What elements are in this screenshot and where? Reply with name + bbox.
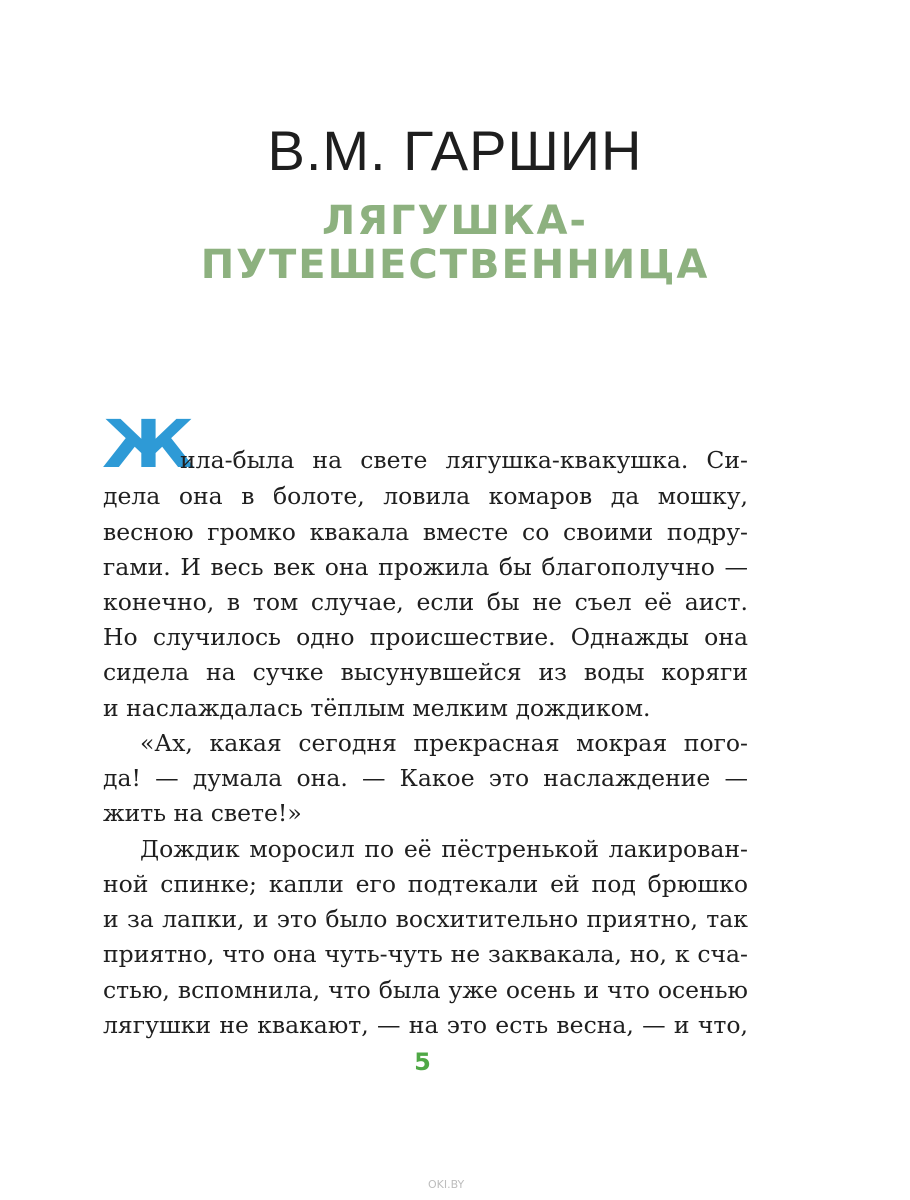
text-line: «Ах, какая сегодня прекрасная мокрая пого- [140,729,748,757]
text-line: дела она в болоте, ловила комаров да мошку, [103,482,748,510]
text-line: и за лапки, и это было восхитительно приятно, так [103,905,748,933]
page-number: 5 [414,1048,431,1076]
text-line: ной спинке; капли его подтекали ей под брюшко [103,870,748,898]
text-line: приятно, что она чуть-чуть не заквакала, но, к сча- [103,940,748,968]
drop-cap: Ж [102,406,195,483]
text-line: гами. И весь век она прожила бы благополучно — [103,553,748,581]
text-line: стью, вспомнила, что была уже осень и что осенью [103,976,748,1004]
text-line: лягушки не квакают, — на это есть весна, — и что, [103,1011,748,1039]
text-line: весною громко квакала вместе со своими подру- [103,518,748,546]
text-line: и наслаждалась тёплым мелким дождиком. [103,694,651,722]
author-name: В.М. ГАРШИН [267,119,643,182]
text-line: Но случилось одно происшествие. Однажды она [103,623,748,651]
text-line: да! — думала она. — Какое это наслаждение — [103,764,748,792]
story-title-line-2: ПУТЕШЕСТВЕННИЦА [200,242,710,288]
text-line: Дождик моросил по её пёстренькой лакирован- [140,835,748,863]
text-line: ила-была на свете лягушка-квакушка. Си- [180,446,748,474]
text-line: жить на свете!» [103,799,302,827]
text-line: конечно, в том случае, если бы не съел её аист. [103,588,748,616]
watermark: OKI.BY [428,1178,465,1191]
story-title-line-1: ЛЯГУШКА- [321,198,589,244]
text-line: сидела на сучке высунувшейся из воды коряги [103,658,748,686]
